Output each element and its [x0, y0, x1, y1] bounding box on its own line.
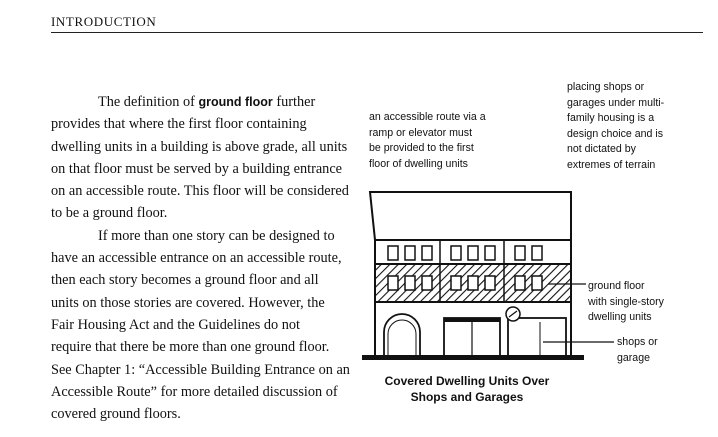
label-shops-garage: shops or garage	[617, 336, 658, 364]
body-line: on an accessible route. This floor will be considered	[51, 183, 349, 200]
body-line: on that floor must be served by a building entrance	[51, 160, 343, 177]
roof	[370, 192, 571, 240]
figure-caption: Covered Dwelling Units Over Shops and Garages	[384, 374, 550, 404]
term-ground-floor: ground floor	[198, 95, 273, 109]
body-line: have an accessible entrance on an accessible route,	[51, 250, 342, 267]
body-line: The definition of ground floor further	[98, 94, 316, 110]
garage	[508, 318, 566, 356]
section-header: INTRODUCTION	[51, 14, 157, 29]
body-line: require that there be more than one ground floor.	[51, 339, 330, 356]
body-line: Fair Housing Act and the Guidelines do not	[51, 316, 300, 333]
body-line: units on those stories are covered. However, the	[51, 294, 325, 311]
note-accessible-route: an accessible route via a ramp or elevator must be provided to the first floor of dwelling units	[369, 111, 486, 170]
body-line: If more than one story can be designed to	[98, 227, 335, 244]
body-line: then each story becomes a ground floor and all	[51, 272, 319, 289]
body-line: covered ground floors.	[51, 406, 181, 423]
body-line: to be a ground floor.	[51, 205, 168, 222]
body-line: provides that where the first floor containing	[51, 116, 307, 133]
body-line: dwelling units in a building is above grade, all units	[51, 138, 348, 155]
body-line: Accessible Route” for more detailed discussion of	[51, 383, 338, 400]
note-design-choice: placing shops or garages under multi- family housing is a design choice and is not dictated by extremes of terrain	[567, 81, 665, 171]
ground-line	[362, 355, 584, 360]
body-line: See Chapter 1: “Accessible Building Entrance on an	[51, 361, 350, 378]
label-ground-floor: ground floor with single-story dwelling units	[588, 280, 664, 324]
